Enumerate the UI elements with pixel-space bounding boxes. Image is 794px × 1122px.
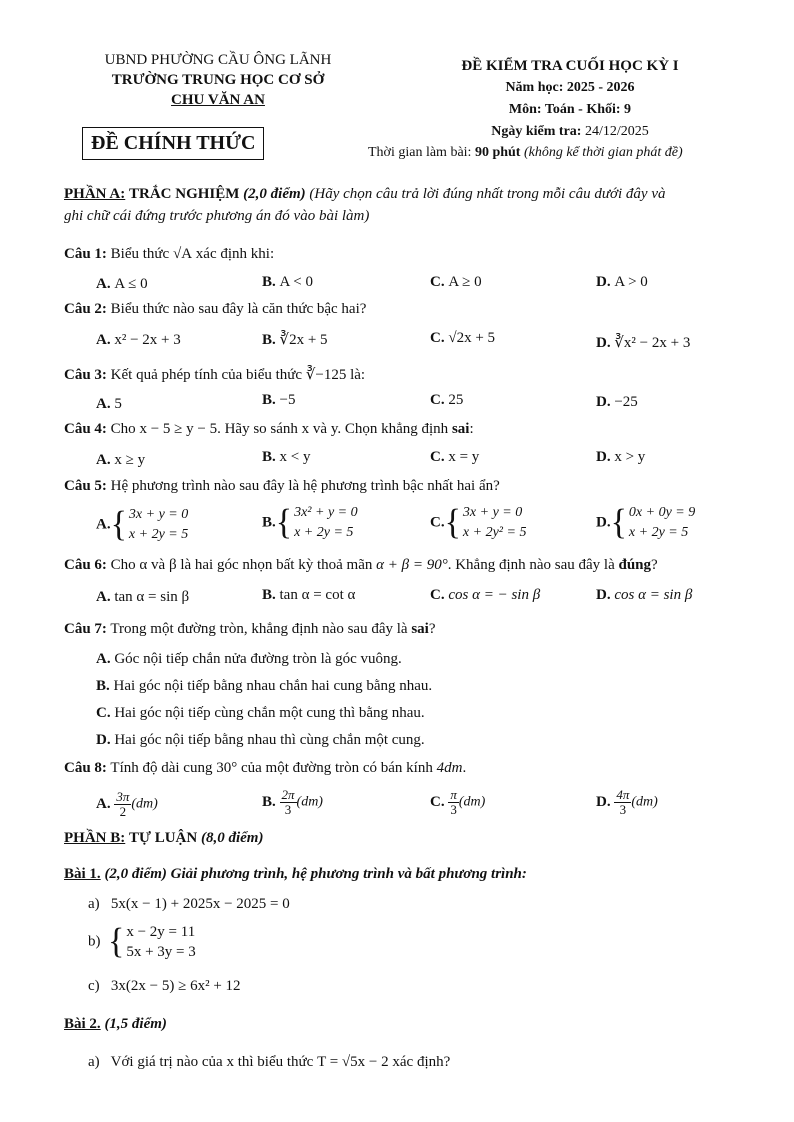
department-name: UBND PHƯỜNG CẦU ÔNG LÃNH [104, 52, 332, 68]
q8-option-d: D. $\frac{4\pi}{3}$ (dm) [596, 787, 658, 817]
q5-option-a: A.{ 3x + y = 0 x + 2y = 5 [96, 505, 189, 544]
q4-option-d: D. x > y [596, 449, 646, 465]
q5-option-c: C.{ 3x + y = 0 x + 2y² = 5 [430, 503, 527, 542]
school-name: TRƯỜNG TRUNG HỌC CƠ SỞ [111, 72, 325, 88]
bai-2-heading: Bài 2. (1,5 điểm) [64, 1016, 167, 1032]
q6-option-d: D. cos α = sin β [596, 587, 693, 603]
question-5: Câu 5: Hệ phương trình nào sau đây là hệ phương trình bậc nhất hai ẩn? [64, 478, 500, 494]
part-a-heading: PHẦN A: TRẮC NGHIỆM (2,0 điểm) (Hãy chọn câu trả lời đúng nhất trong mỗi câu dưới đây và [64, 186, 666, 202]
question-8: Câu 8: Tính độ dài cung 30° của một đường tròn có bán kính 4dm. [64, 760, 467, 776]
question-1: Câu 1: Biểu thức √A xác định khi: [64, 246, 275, 262]
q5-option-b: B.{ 3x² + y = 0 x + 2y = 5 [262, 503, 358, 542]
q5-option-d: D.{ 0x + 0y = 9 x + 2y = 5 [596, 503, 696, 542]
part-a-instruction: ghi chữ cái đứng trước phương án đó vào bài làm) [64, 208, 370, 224]
q1-option-c: C. A ≥ 0 [430, 274, 482, 290]
q3-option-b: B. −5 [262, 392, 296, 408]
q7-option-b: B. Hai góc nội tiếp bằng nhau chắn hai cung bằng nhau. [96, 678, 433, 694]
bai-1-heading: Bài 1. (2,0 điểm) Giải phương trình, hệ phương trình và bất phương trình: [64, 866, 527, 882]
exam-time: Thời gian làm bài: 90 phút (không kể thời gian phát đề) [368, 145, 683, 160]
q8-option-a: A. $\frac{3\pi}{2}$ (dm) [96, 789, 158, 819]
q8-option-c: C. $\frac{\pi}{3}$ (dm) [430, 787, 486, 817]
q3-option-a: A. 5 [96, 396, 122, 412]
q4-option-c: C. x = y [430, 449, 480, 465]
exam-title: ĐỀ KIỂM TRA CUỐI HỌC KỲ I [461, 58, 679, 74]
question-2: Câu 2: Biểu thức nào sau đây là căn thức bậc hai? [64, 301, 367, 317]
school-year: Năm học: 2025 - 2026 [505, 80, 635, 95]
q1-option-a: A. A ≤ 0 [96, 276, 148, 292]
q7-option-a: A. Góc nội tiếp chắn nửa đường tròn là góc vuông. [96, 651, 402, 667]
q7-option-c: C. Hai góc nội tiếp cùng chắn một cung thì bằng nhau. [96, 705, 425, 721]
q4-option-a: A. x ≥ y [96, 452, 146, 468]
q8-option-b: B. $\frac{2\pi}{3}$ (dm) [262, 787, 323, 817]
q1-option-d: D. A > 0 [596, 274, 648, 290]
bai-1-b: b) { x − 2y = 11 5x + 3y = 3 [88, 922, 196, 961]
q2-option-d: D. ∛x² − 2x + 3 [596, 335, 691, 351]
bai-2-a: a) Với giá trị nào của x thì biểu thức T = √5x − 2 xác định? [88, 1054, 451, 1070]
bai-1-a: a) 5x(x − 1) + 2025x − 2025 = 0 [88, 896, 290, 912]
q7-option-d: D. Hai góc nội tiếp bằng nhau thì cùng chắn một cung. [96, 732, 425, 748]
question-6: Câu 6: Cho α và β là hai góc nhọn bất kỳ thoả mãn α + β = 90°. Khẳng định nào sau đây là đúng? [64, 557, 658, 573]
q1-option-b: B. A < 0 [262, 274, 313, 290]
bai-1-c: c) 3x(2x − 5) ≥ 6x² + 12 [88, 978, 241, 994]
exam-date: Ngày kiểm tra: 24/12/2025 [491, 124, 649, 139]
q6-option-c: C. cos α = − sin β [430, 587, 541, 603]
q6-option-b: B. tan α = cot α [262, 587, 356, 603]
q3-option-c: C. 25 [430, 392, 464, 408]
question-7: Câu 7: Trong một đường tròn, khẳng định nào sau đây là sai? [64, 621, 436, 637]
part-b-heading: PHẦN B: TỰ LUẬN (8,0 điểm) [64, 830, 264, 846]
q2-option-b: B. ∛2x + 5 [262, 332, 328, 348]
q6-option-a: A. tan α = sin β [96, 589, 190, 605]
q4-option-b: B. x < y [262, 449, 311, 465]
q3-option-d: D. −25 [596, 394, 638, 410]
question-3: Câu 3: Kết quả phép tính của biểu thức ∛−125 là: [64, 367, 366, 383]
q2-option-c: C. √2x + 5 [430, 330, 496, 346]
official-stamp: ĐỀ CHÍNH THỨC [82, 127, 264, 160]
subject: Môn: Toán - Khối: 9 [508, 102, 632, 117]
q2-option-a: A. x² − 2x + 3 [96, 332, 181, 348]
school-name-2: CHU VĂN AN [171, 92, 265, 108]
question-4: Câu 4: Cho x − 5 ≥ y − 5. Hãy so sánh x và y. Chọn khẳng định sai: [64, 421, 474, 437]
